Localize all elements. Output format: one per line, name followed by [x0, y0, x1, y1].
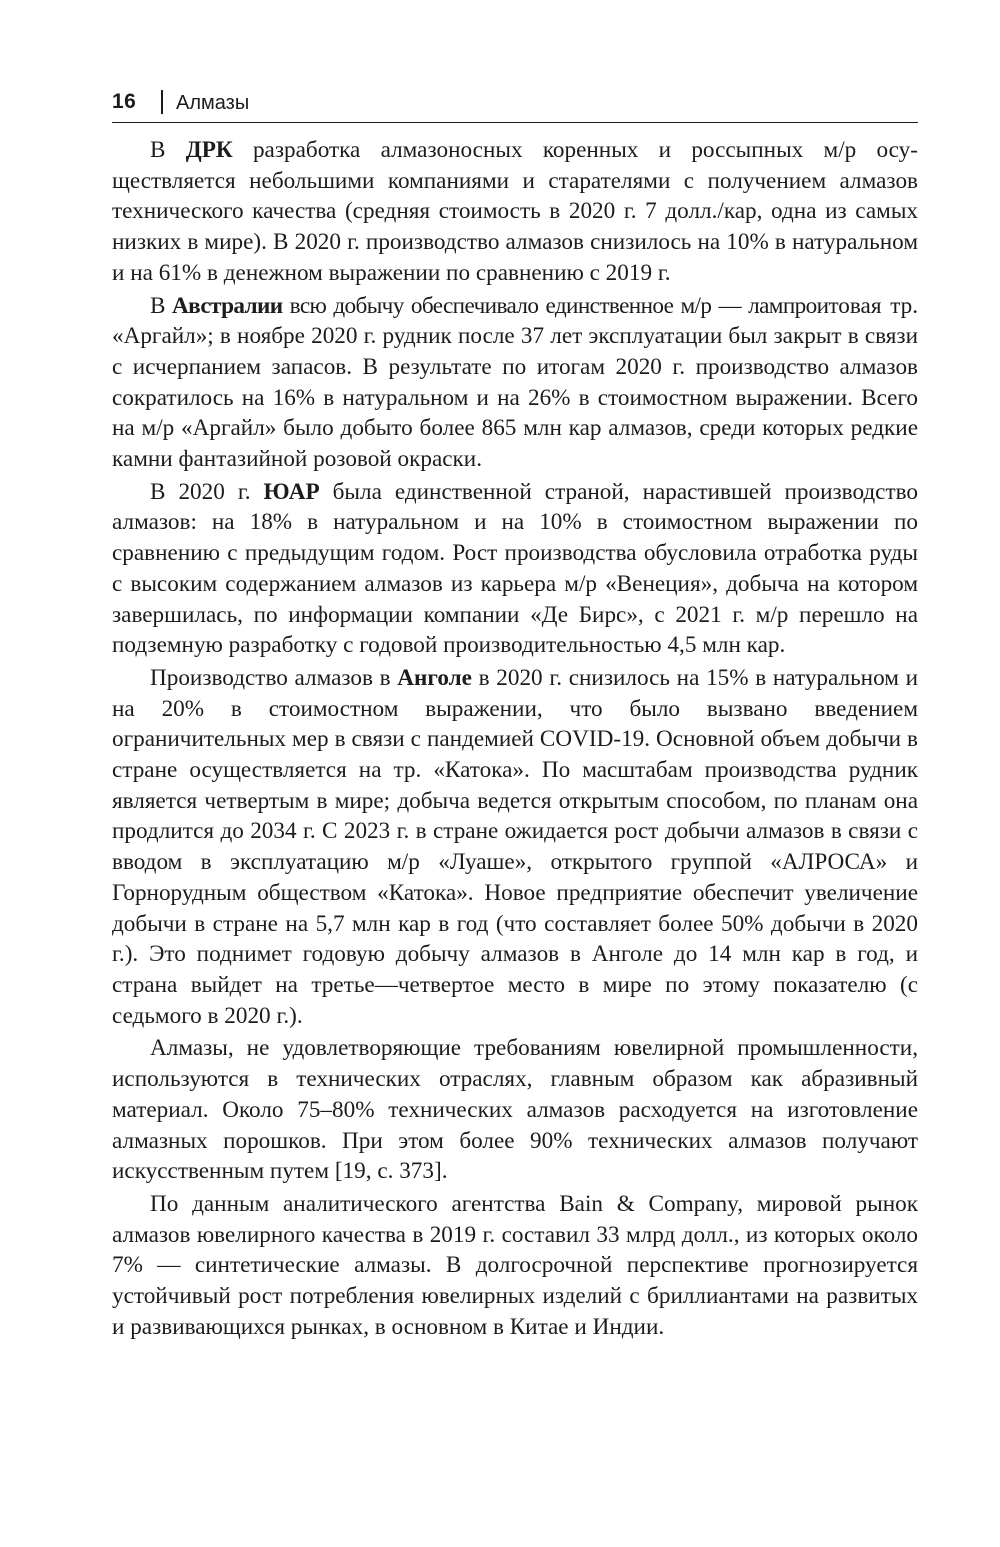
body-text — [112, 135, 918, 1342]
country-name-drc: ДРК — [185, 137, 233, 163]
page-number: 16 — [112, 90, 137, 113]
text-run: В — [150, 137, 186, 163]
text-run: разработка алмазоносных коренных и россыпных м/р осуществляется небольшими компаниями и старателями с получением алмазов технического качества (средняя стоимость в 2020 г. 7 долл./кар, одна из самых низких в мире). В 2020 г. производство алмазов снизилось на 10% в натуральном и на 61% в денежном выражении по сравнению с 2019 г. — [112, 137, 918, 286]
country-name-australia: Австралии — [171, 292, 283, 319]
text-run: В 2020 г. — [150, 478, 264, 505]
header-separator — [161, 90, 163, 114]
section-title: Алмазы — [176, 92, 250, 114]
text-run: В — [150, 292, 172, 319]
running-head — [112, 84, 918, 123]
country-name-angola: Анголе — [397, 664, 472, 691]
text-run: Алмазы, не удовлетворяющие требованиям ювелирной промышленности, используются в технических отраслях, главным образом как абразивный материал. Около 75–80% технических алмазов расходуется на изготовление алмазных порошков. При этом более 90% технических алмазов получают искусственным путем [19, с. 373]. — [112, 1035, 918, 1185]
text-run: в 2020 г. снизилось на 15% в натуральном и на 20% в стоимостном выражении, что было вызвано введением ограничительных мер в связи с пандемией COVID-19. Основной объем добычи в стране осуществляется на тр. «Катока». По масштабам производства рудник является четвертым в мире; добыча ведется открытым способом, по планам она продлится до 2034 г. С 2023 г. в стране ожидается рост добычи алмазов в связи с вводом в эксплуатацию м/р «Луаше», открытого группой «АЛРОСА» и Горнорудным обществом «Катока». Новое предприятие обеспечит увеличение добычи в стране на 5,7 млн кар в год (что составляет более 50% добычи в 2020 г.). Это поднимет годовую добычу алмазов в Анголе до 14 млн кар в год, и страна выйдет на третье—четвертое место в мире по этому показателю (с седьмого в 2020 г.). — [112, 664, 918, 1029]
text-run: Производство алмазов в — [150, 664, 398, 691]
text-run: всю добычу обеспечивало единственное м/р — лампрои — [282, 292, 829, 319]
text-run: была единственной страной, нарастившей производство алмазов: на 18% в натуральном и на 10% в стоимостном выражении по сравнению с предыдущим годом. Рост производства обусловила отработка руды с высоким содержанием алмазов из карьера м/р «Венеция», добыча на котором завершилась, по информации компании «Де Бирс», с 2021 г. м/р перешло на подземную разработку с годовой производительностью 4,5 млн кар. — [112, 478, 918, 659]
country-name-south-africa: ЮАР — [263, 478, 320, 505]
text-run: товая тр. «Аргайл»; в ноябре 2020 г. рудник после 37 лет эксплуатации был закрыт в связи с исчерпанием запасов. В результате по итогам 2020 г. производство алмазов сократилось на 16% в натуральном и на 26% в стоимостном выражении. Всего на м/р «Аргайл» было добыто более 865 млн кар алмазов, среди которых редкие камни фантазийной розовой окраски. — [112, 292, 918, 473]
paragraph-drc — [112, 135, 918, 289]
paragraph-market — [112, 1189, 918, 1343]
book-page — [112, 84, 918, 1504]
paragraph-australia — [112, 291, 918, 475]
text-run: По данным аналитического агентства Bain & Company, мировой рынок алмазов ювелирного качества в 2019 г. составил 33 млрд долл., из которых около 7% — синтетические алмазы. В долгосрочной перспективе прогнозируется устойчивый рост потребления ювелирных изделий с бриллиантами на развитых и развивающихся рынках, в основном в Китае и Индии. — [112, 1190, 918, 1340]
paragraph-angola — [112, 663, 918, 1031]
paragraph-technical-diamonds — [112, 1033, 918, 1187]
paragraph-south-africa — [112, 477, 918, 661]
